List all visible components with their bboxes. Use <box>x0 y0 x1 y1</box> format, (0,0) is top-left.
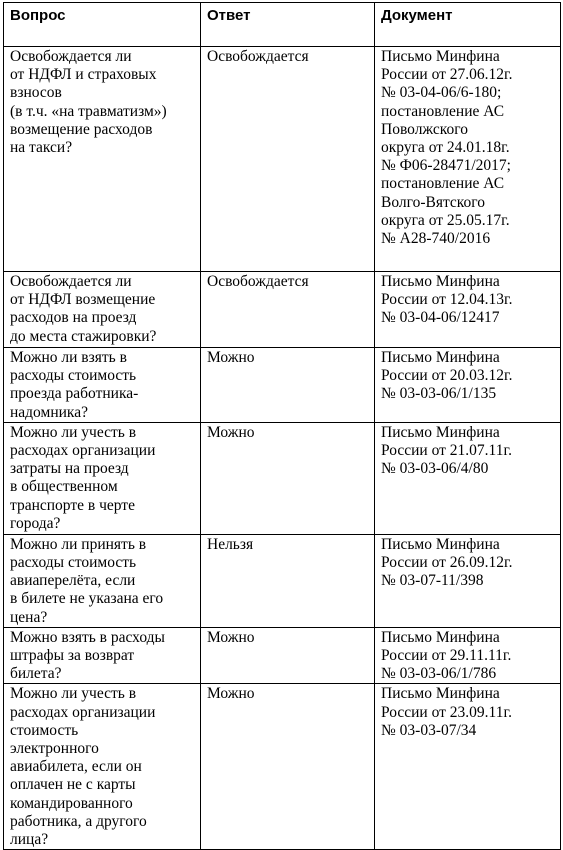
header-answer: Ответ <box>201 3 375 47</box>
document-cell: Письмо Минфина России от 29.11.11г. № 03-03-06/1/786 <box>375 627 561 684</box>
answer-cell: Можно <box>201 627 375 684</box>
table-row <box>4 348 561 423</box>
table-row <box>4 684 561 850</box>
table-row <box>4 272 561 348</box>
header-document: Документ <box>375 3 561 47</box>
document-cell: Письмо Минфина России от 27.06.12г. № 03-04-06/6-180; постановление АС Поволжского округа от 24.01.18г. № Ф06-28471/2017; постановление АС Волго-Вятского округа от 25.05.17г. № А28-740/2016 <box>375 47 561 272</box>
question-cell: Можно ли учесть в расходах организации стоимость электронного авиабилета, если он оплачен не с карты командированного работника, а другого лица? <box>4 684 201 850</box>
document-cell: Письмо Минфина России от 20.03.12г. № 03-03-06/1/135 <box>375 348 561 423</box>
table-row <box>4 627 561 684</box>
question-cell: Освобождается ли от НДФЛ и страховых взносов (в т.ч. «на травматизм») возмещение расходов на такси? <box>4 47 201 272</box>
qa-table <box>3 2 561 850</box>
table-header-row <box>4 3 561 47</box>
answer-cell: Можно <box>201 684 375 850</box>
question-cell: Можно ли взять в расходы стоимость проезда работника- надомника? <box>4 348 201 423</box>
document-cell: Письмо Минфина России от 12.04.13г. № 03-04-06/12417 <box>375 272 561 348</box>
answer-cell: Нельзя <box>201 534 375 627</box>
table-row <box>4 422 561 534</box>
table-row <box>4 47 561 272</box>
document-cell: Письмо Минфина России от 26.09.12г. № 03-07-11/398 <box>375 534 561 627</box>
answer-cell: Можно <box>201 422 375 534</box>
header-question: Вопрос <box>4 3 201 47</box>
question-cell: Освобождается ли от НДФЛ возмещение расходов на проезд до места стажировки? <box>4 272 201 348</box>
question-cell: Можно ли принять в расходы стоимость авиаперелёта, если в билете не указана его цена? <box>4 534 201 627</box>
table-row <box>4 534 561 627</box>
question-cell: Можно ли учесть в расходах организации затраты на проезд в общественном транспорте в черте города? <box>4 422 201 534</box>
question-cell: Можно взять в расходы штрафы за возврат билета? <box>4 627 201 684</box>
answer-cell: Освобождается <box>201 272 375 348</box>
document-cell: Письмо Минфина России от 21.07.11г. № 03-03-06/4/80 <box>375 422 561 534</box>
answer-cell: Можно <box>201 348 375 423</box>
document-cell: Письмо Минфина России от 23.09.11г. № 03-03-07/34 <box>375 684 561 850</box>
answer-cell: Освобождается <box>201 47 375 272</box>
